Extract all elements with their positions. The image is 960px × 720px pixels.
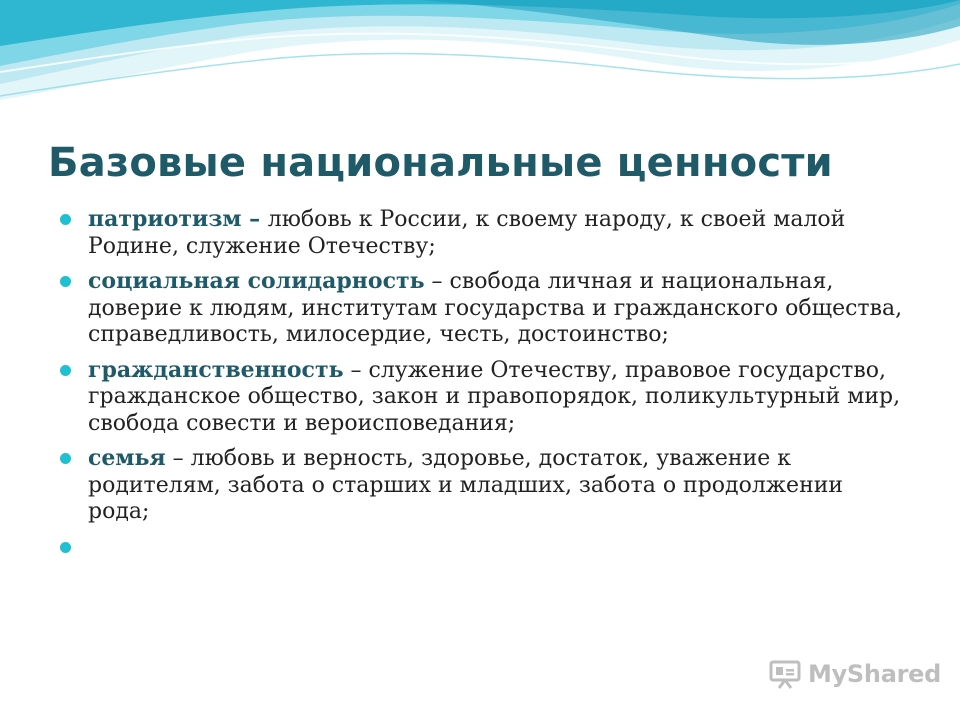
bullet-dot-icon xyxy=(60,542,71,553)
slide-title: Базовые национальные ценности xyxy=(48,140,833,186)
values-list xyxy=(50,206,910,568)
bullet-dot-icon xyxy=(60,276,71,287)
bullet-dot-icon xyxy=(60,214,71,225)
list-item-empty xyxy=(50,534,910,560)
watermark-text: MyShared xyxy=(808,660,941,688)
list-item xyxy=(50,357,910,438)
term-label: гражданственность xyxy=(88,356,344,383)
bullet-dot-icon xyxy=(60,453,71,464)
term-label: патриотизм – xyxy=(88,206,268,232)
presentation-board-icon xyxy=(768,657,802,691)
list-item xyxy=(50,268,910,349)
list-item xyxy=(50,445,910,526)
term-label: социальная солидарность xyxy=(88,268,425,294)
list-item xyxy=(50,206,910,260)
bullet-dot-icon xyxy=(60,365,71,376)
term-description: – любовь и верность, здоровье, достаток, уважение к родителям, забота о старших и младших, забота о продолжении рода; xyxy=(88,446,844,524)
term-description: – служение Отечеству, правовое государство, гражданское общество, закон и правопорядок, поликультурный мир, свобода совести и вероисповедания; xyxy=(88,357,901,436)
term-label: семья xyxy=(88,445,166,471)
watermark xyxy=(768,654,941,694)
decorative-waves xyxy=(0,0,960,130)
term-description: любовь к России, к своему народу, к своей малой Родине, служение Отечеству; xyxy=(88,207,846,259)
term-description: – свобода личная и национальная, доверие к людям, институтам государства и гражданского общества, справедливость, милосердие, честь, достоинство; xyxy=(88,269,903,347)
